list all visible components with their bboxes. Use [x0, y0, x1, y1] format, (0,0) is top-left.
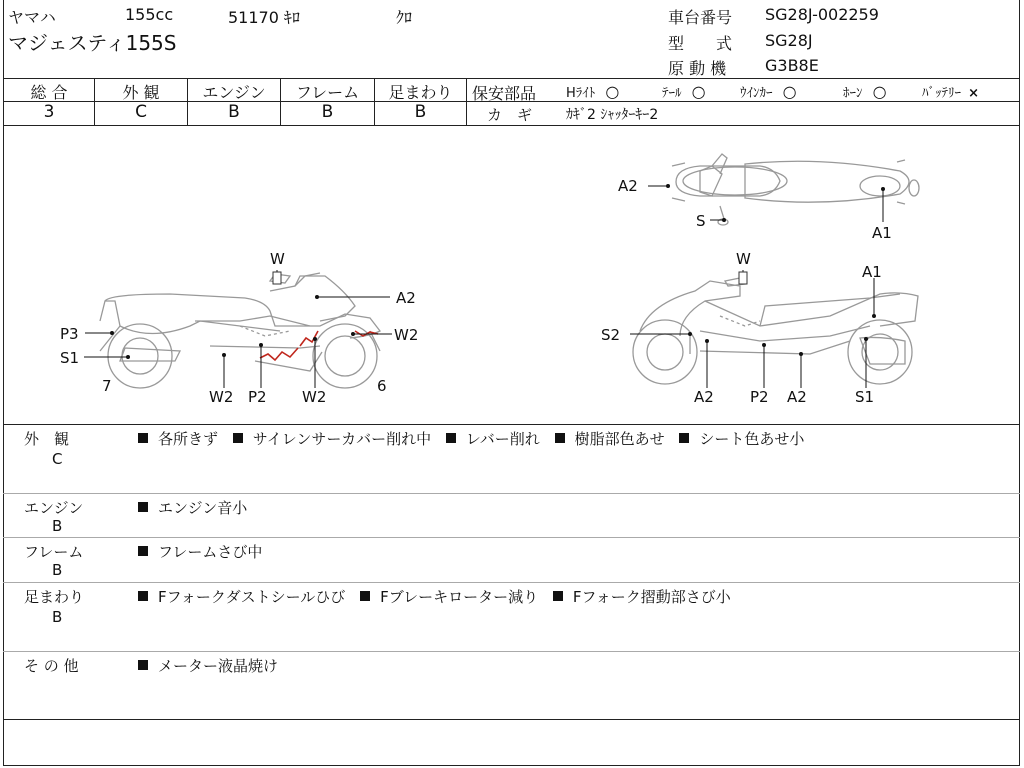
remark-item: [138, 543, 262, 561]
diagram-label: S2: [601, 326, 621, 344]
grade-label-overall: 総 合: [30, 83, 68, 102]
safety-battery: [922, 82, 979, 101]
section-items-suspension: [138, 586, 741, 607]
bullet-square-icon: [553, 591, 563, 601]
grade-label-engine: エンジン: [202, 83, 266, 102]
maker: ヤマハ: [8, 8, 56, 27]
remark-text: 樹脂部色あせ: [574, 430, 665, 448]
type-number: SG28J: [765, 31, 813, 50]
rule: [3, 493, 1020, 494]
divider: [467, 101, 1020, 102]
bullet-square-icon: [233, 433, 243, 443]
bullet-square-icon: [138, 433, 148, 443]
ok-mark-icon: ○: [605, 82, 620, 101]
engine-label: 原 動 機: [668, 59, 727, 78]
diagram-label: S1: [60, 349, 80, 367]
grade-value-frame: B: [321, 102, 334, 122]
bullet-square-icon: [446, 433, 456, 443]
safety-horn: [843, 82, 887, 101]
safety-winker: [740, 82, 797, 101]
frame-label: 車台番号: [668, 8, 733, 27]
diagram-label: A2: [694, 388, 714, 406]
ng-mark-icon: ×: [968, 86, 980, 101]
grade-value-engine: B: [228, 102, 240, 122]
rule: [3, 651, 1020, 652]
remark-item: [138, 657, 278, 675]
grade-value-suspension: B: [414, 102, 427, 122]
section-label-suspension: 足まわり: [24, 588, 85, 606]
damage-diagram: [0, 126, 1024, 426]
mileage: 51170 ｷﾛ: [228, 8, 300, 27]
diagram-label: A1: [862, 263, 882, 281]
remark-text: エンジン音小: [158, 499, 248, 517]
scooter-left-view: [100, 273, 380, 388]
bullet-square-icon: [138, 546, 148, 556]
section-grade-frame: B: [52, 561, 63, 579]
diagram-label: W2: [209, 388, 234, 406]
section-label-frame: フレーム: [24, 543, 84, 561]
section-items-engine: [138, 497, 257, 518]
remark-item: [138, 588, 345, 606]
rule: [3, 582, 1020, 583]
remark-text: シート色あせ小: [699, 430, 805, 448]
safety-item-name: ﾎｰﾝ: [843, 86, 863, 101]
remark-text: Fフォーク摺動部さび小: [572, 588, 731, 606]
diagram-label: S: [696, 212, 706, 230]
rule: [3, 424, 1020, 425]
remark-item: [233, 430, 431, 448]
section-items-other: [138, 655, 288, 676]
bullet-square-icon: [138, 591, 148, 601]
diagram-label: P2: [750, 388, 769, 406]
safety-item-name: ﾃｰﾙ: [662, 86, 682, 101]
remark-text: サイレンサーカバー削れ中: [252, 430, 432, 448]
diagram-label: A2: [396, 289, 416, 307]
mirror-icon: [273, 272, 747, 284]
key-label: カ ギ: [487, 106, 533, 124]
ok-mark-icon: ○: [872, 82, 887, 101]
remark-item: [679, 430, 804, 448]
rule: [3, 78, 1020, 79]
bullet-square-icon: [555, 433, 565, 443]
section-items-frame: [138, 541, 272, 562]
remark-item: [360, 588, 538, 606]
ok-mark-icon: ○: [691, 82, 706, 101]
frame-number: SG28J-002259: [765, 5, 879, 24]
grade-value-overall: 3: [43, 102, 55, 122]
leader-lines: [84, 186, 883, 388]
engine-number: G3B8E: [765, 56, 819, 75]
safety-item-name: ｳｲﾝｶｰ: [740, 86, 773, 101]
ok-mark-icon: ○: [782, 82, 797, 101]
diagram-label: 6: [377, 377, 387, 395]
model-name: マジェスティ155S: [8, 31, 177, 55]
type-label: 型 式: [668, 34, 733, 53]
diagram-label: W2: [302, 388, 327, 406]
remark-item: [553, 588, 731, 606]
displacement: 155cc: [125, 5, 174, 24]
bullet-square-icon: [138, 660, 148, 670]
key-value: ｶｷﾞ2 ｼｬｯﾀｰｷｰ2: [566, 107, 659, 123]
remark-item: [446, 430, 540, 448]
diagram-label: 7: [102, 377, 112, 395]
remark-text: 各所きず: [158, 430, 219, 448]
section-label-other: そ の 他: [24, 657, 79, 675]
remark-text: メーター液晶焼け: [158, 657, 279, 675]
grade-label-suspension: 足まわり: [388, 83, 453, 102]
safety-item-name: ﾊﾞｯﾃﾘｰ: [922, 86, 961, 101]
section-grade-suspension: B: [52, 608, 63, 626]
bullet-square-icon: [679, 433, 689, 443]
grade-label-appearance: 外 観: [122, 83, 160, 102]
diagram-label: A2: [787, 388, 807, 406]
remark-item: [138, 499, 247, 517]
section-items-appearance: [138, 428, 814, 449]
diagram-label: W: [270, 250, 285, 268]
section-grade-appearance: C: [52, 450, 63, 468]
remark-item: [555, 430, 665, 448]
rule: [3, 719, 1020, 720]
bullet-square-icon: [138, 502, 148, 512]
diagram-label: A2: [618, 177, 638, 195]
diagram-label: A1: [872, 224, 892, 242]
remark-item: [138, 430, 218, 448]
section-grade-engine: B: [52, 517, 63, 535]
safety-label: 保安部品: [472, 84, 537, 103]
safety-tail: [662, 82, 706, 101]
safety-item-name: Hﾗｲﾄ: [566, 86, 596, 101]
diagram-label: W: [736, 250, 751, 268]
diagram-label: W2: [394, 326, 419, 344]
grade-value-appearance: C: [135, 102, 147, 122]
rule: [3, 537, 1020, 538]
diagram-label: S1: [855, 388, 875, 406]
section-label-appearance: 外 観: [24, 430, 70, 448]
color: ｸﾛ: [396, 8, 413, 27]
grade-label-frame: フレーム: [295, 83, 360, 102]
remark-text: Fブレーキローター減り: [380, 588, 539, 606]
diagram-label: P2: [248, 388, 267, 406]
scooter-right-view: [633, 278, 918, 384]
diagram-label: P3: [60, 325, 79, 343]
remark-text: レバー削れ: [465, 430, 540, 448]
remark-text: Fフォークダストシールひび: [158, 588, 346, 606]
safety-headlight: [566, 82, 619, 101]
section-label-engine: エンジン: [24, 499, 84, 517]
bullet-square-icon: [360, 591, 370, 601]
remark-text: フレームさび中: [158, 543, 263, 561]
